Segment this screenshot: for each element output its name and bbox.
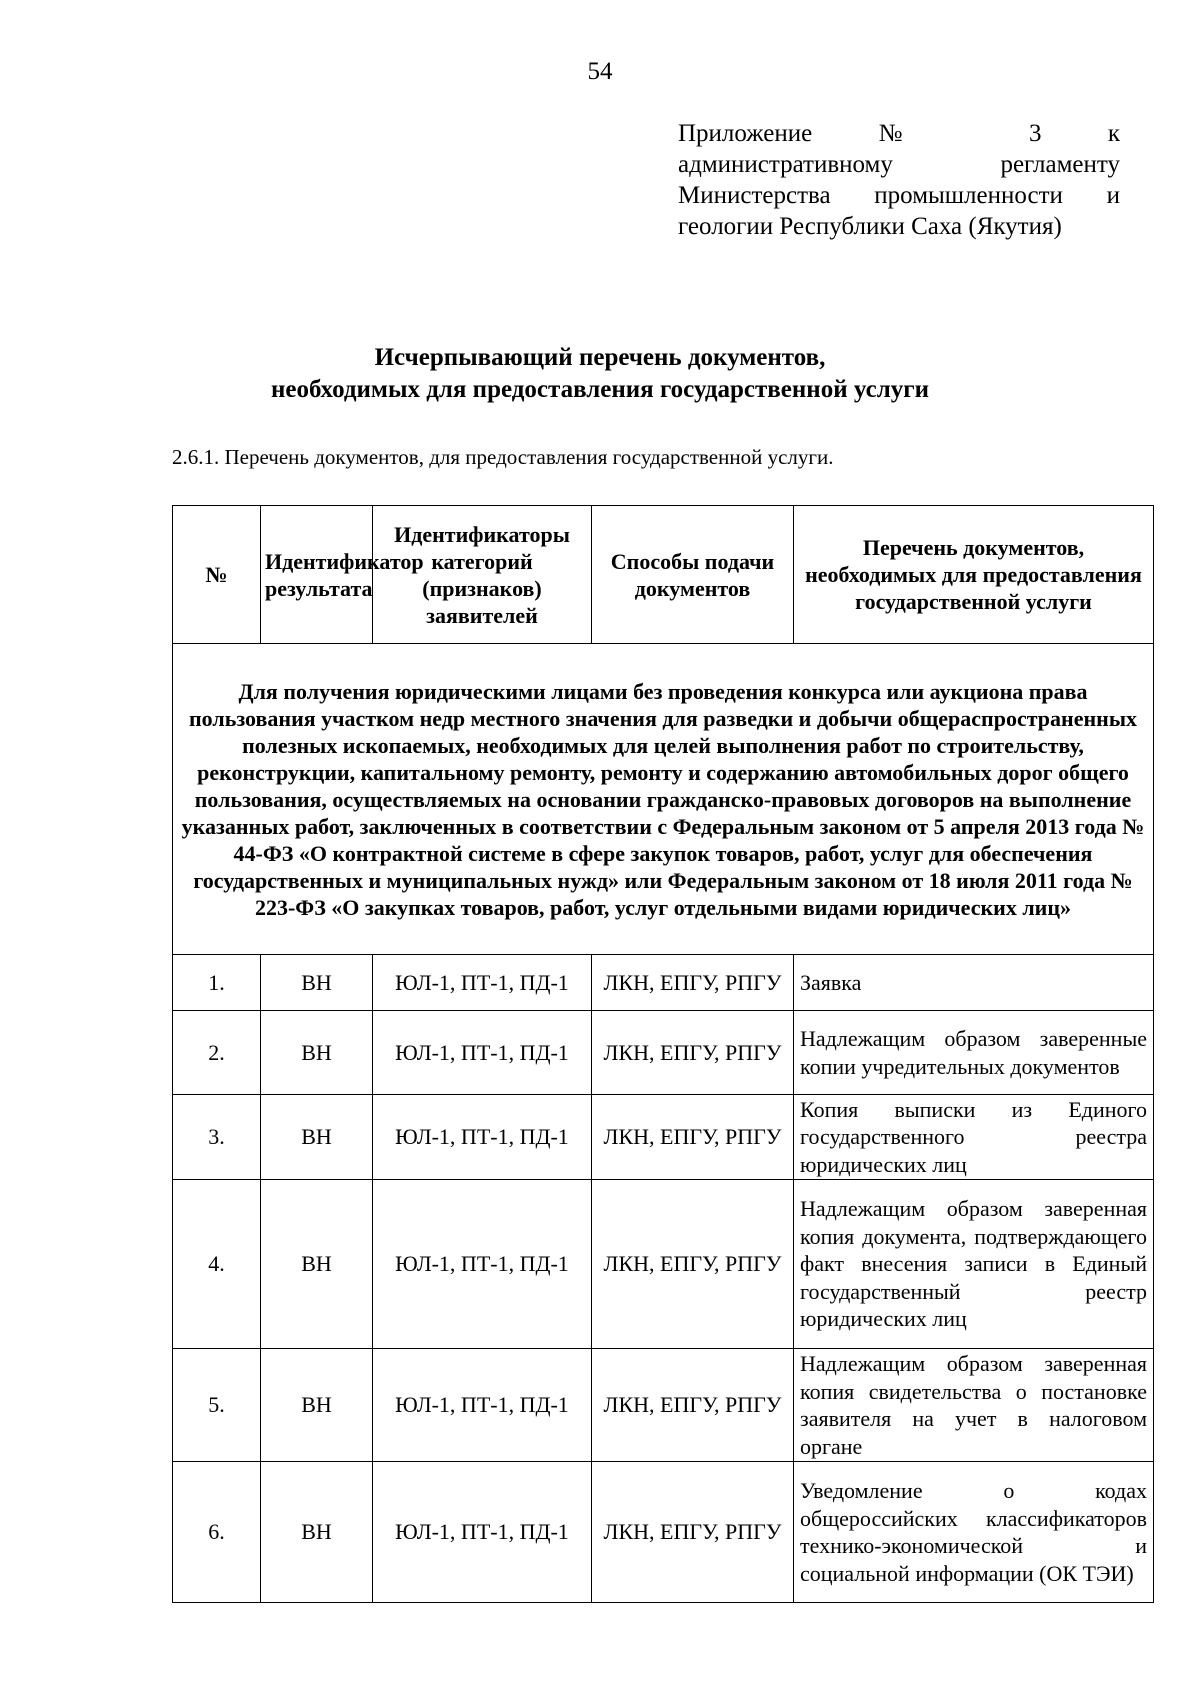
cell-document: Копия выписки из Единого государственного реестра юридических лиц [794, 1095, 1154, 1180]
header-documents: Перечень документов, необходимых для предоставления государственной услуги [794, 506, 1154, 644]
cell-methods: ЛКН, ЕПГУ, РПГУ [592, 1095, 794, 1180]
cell-document: Заявка [794, 955, 1154, 1011]
table-row [173, 1462, 1154, 1603]
cell-categories: ЮЛ-1, ПТ-1, ПД-1 [373, 955, 592, 1011]
cell-number: 5. [173, 1349, 261, 1462]
cell-methods: ЛКН, ЕПГУ, РПГУ [592, 1462, 794, 1603]
cell-categories: ЮЛ-1, ПТ-1, ПД-1 [373, 1349, 592, 1462]
cell-categories: ЮЛ-1, ПТ-1, ПД-1 [373, 1180, 592, 1349]
cell-number: 3. [173, 1095, 261, 1180]
cell-result-id: ВН [261, 1180, 373, 1349]
cell-document: Уведомление о кодах общероссийских классификаторов технико-экономической и социальной информации (ОК ТЭИ) [794, 1462, 1154, 1603]
header-category-ids: Идентификаторы категорий (признаков) заявителей [373, 506, 592, 644]
cell-categories: ЮЛ-1, ПТ-1, ПД-1 [373, 1095, 592, 1180]
intro-paragraph: 2.6.1. Перечень документов, для предоставления государственной услуги. [172, 445, 834, 469]
appendix-line: административному регламенту [678, 151, 1120, 178]
header-number: № [173, 506, 261, 644]
table-row [173, 1349, 1154, 1462]
cell-result-id: ВН [261, 1462, 373, 1603]
document-title [0, 342, 1200, 406]
appendix-line: Приложение № 3 к [678, 120, 1120, 147]
cell-result-id: ВН [261, 955, 373, 1011]
table-header-row [173, 506, 1154, 644]
table-row [173, 955, 1154, 1011]
cell-number: 4. [173, 1180, 261, 1349]
documents-table [172, 505, 1154, 1603]
cell-result-id: ВН [261, 1349, 373, 1462]
header-submission-methods: Способы подачи документов [592, 506, 794, 644]
cell-categories: ЮЛ-1, ПТ-1, ПД-1 [373, 1011, 592, 1095]
section-row [173, 644, 1154, 955]
cell-number: 6. [173, 1462, 261, 1603]
cell-document: Надлежащим образом заверенные копии учредительных документов [794, 1011, 1154, 1095]
appendix-line: Министерства промышленности и [678, 182, 1120, 209]
cell-methods: ЛКН, ЕПГУ, РПГУ [592, 1349, 794, 1462]
cell-document: Надлежащим образом заверенная копия свидетельства о постановке заявителя на учет в налоговом органе [794, 1349, 1154, 1462]
header-result-id: Идентификатор результата [261, 506, 373, 644]
cell-methods: ЛКН, ЕПГУ, РПГУ [592, 1180, 794, 1349]
document-title-line: необходимых для предоставления государственной услуги [271, 376, 929, 403]
cell-number: 2. [173, 1011, 261, 1095]
section-description: Для получения юридическими лицами без проведения конкурса или аукциона права пользования участком недр местного значения для разведки и добычи общераспространенных полезных ископаемых, необходимых для целей выполнения работ по строительству, реконструкции, капитальному ремонту, ремонту и содержанию автомобильных дорог общего пользования, осуществляемых на основании гражданско-правовых договоров на выполнение указанных работ, заключенных в соответствии с Федеральным законом от 5 апреля 2013 года № 44-ФЗ «О контрактной системе в сфере закупок товаров, работ, услуг для обеспечения государственных и муниципальных нужд» или Федеральным законом от 18 июля 2011 года № 223-ФЗ «О закупках товаров, работ, услуг отдельными видами юридических лиц» [173, 644, 1154, 955]
page-number: 54 [587, 58, 613, 85]
appendix-note [678, 118, 1120, 242]
table-row [173, 1011, 1154, 1095]
appendix-line: геологии Республики Саха (Якутия) [678, 213, 1062, 240]
cell-methods: ЛКН, ЕПГУ, РПГУ [592, 955, 794, 1011]
cell-result-id: ВН [261, 1011, 373, 1095]
cell-result-id: ВН [261, 1095, 373, 1180]
cell-number: 1. [173, 955, 261, 1011]
table-row [173, 1095, 1154, 1180]
cell-methods: ЛКН, ЕПГУ, РПГУ [592, 1011, 794, 1095]
document-title-line: Исчерпывающий перечень документов, [374, 344, 826, 371]
table-row [173, 1180, 1154, 1349]
cell-categories: ЮЛ-1, ПТ-1, ПД-1 [373, 1462, 592, 1603]
cell-document: Надлежащим образом заверенная копия документа, подтверждающего факт внесения записи в Единый государственный реестр юридических лиц [794, 1180, 1154, 1349]
